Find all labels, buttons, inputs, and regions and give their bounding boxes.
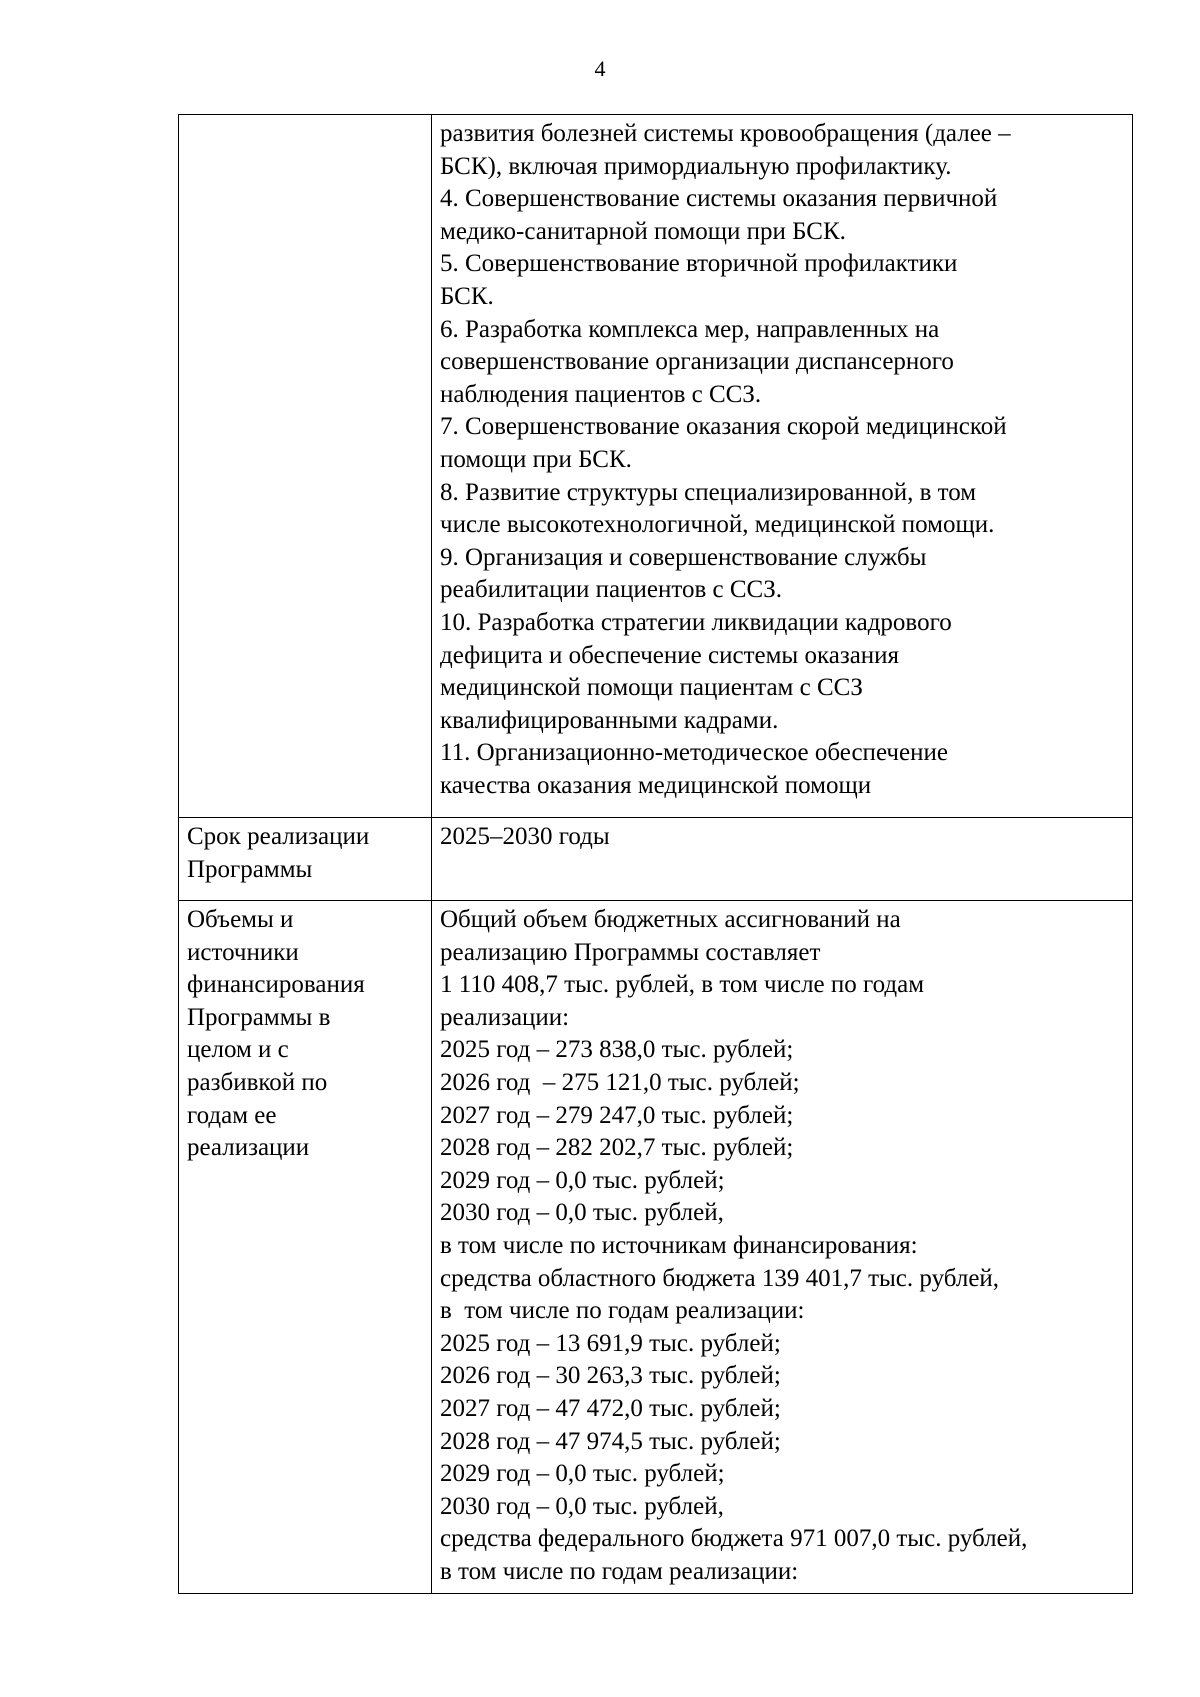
text-line: разбивкой по bbox=[187, 1068, 328, 1096]
text-line: 2026 год – 30 263,3 тыс. рублей; bbox=[440, 1362, 781, 1390]
text-line: дефицита и обеспечение системы оказания bbox=[440, 641, 900, 669]
text-line: наблюдения пациентов с ССЗ. bbox=[440, 380, 762, 408]
text-line: Объемы и bbox=[187, 906, 294, 933]
text-line: 2026 год – 275 121,0 тыс. рублей; bbox=[440, 1068, 800, 1096]
text-line: Срок реализации bbox=[187, 823, 370, 850]
text-line: Общий объем бюджетных ассигнований на bbox=[440, 906, 901, 933]
text-line: в том числе по годам реализации: bbox=[440, 1557, 799, 1585]
text-line: реабилитации пациентов с ССЗ. bbox=[440, 576, 782, 604]
text-line: 2029 год – 0,0 тыс. рублей; bbox=[440, 1166, 725, 1194]
text-line: БСК. bbox=[440, 282, 494, 310]
text-line: 2028 год – 282 202,7 тыс. рублей; bbox=[440, 1134, 794, 1162]
text-line: 2025 год – 273 838,0 тыс. рублей; bbox=[440, 1036, 794, 1064]
text-line: совершенствование организации диспансерного bbox=[440, 348, 954, 376]
tasks-value-cell bbox=[432, 115, 1133, 818]
tasks-label-cell bbox=[179, 115, 432, 818]
text-line: финансирования bbox=[187, 971, 365, 999]
text-line: средства областного бюджета 139 401,7 тыс. рублей, bbox=[440, 1264, 1000, 1292]
text-line: 11. Организационно-методическое обеспечение bbox=[440, 739, 948, 767]
text-line: Программы bbox=[187, 855, 313, 883]
text-line: годам ее bbox=[187, 1101, 277, 1129]
text-line: средства федерального бюджета 971 007,0 тыс. рублей, bbox=[440, 1525, 1028, 1553]
table-row-funding bbox=[179, 901, 1133, 1594]
text-line: 6. Разработка комплекса мер, направленных на bbox=[440, 315, 940, 343]
text-line: 5. Совершенствование вторичной профилактики bbox=[440, 250, 958, 278]
funding-label-cell bbox=[179, 901, 432, 1594]
text-line: в том числе по источникам финансирования: bbox=[440, 1231, 918, 1259]
text-line: 2028 год – 47 974,5 тыс. рублей; bbox=[440, 1427, 781, 1455]
page-number: 4 bbox=[594, 56, 606, 81]
text-line: целом и с bbox=[187, 1036, 289, 1064]
text-line: реализации bbox=[187, 1134, 310, 1162]
text-line: источники bbox=[187, 938, 299, 966]
text-line: 1 110 408,7 тыс. рублей, в том числе по годам bbox=[440, 971, 925, 999]
text-line: реализации: bbox=[440, 1003, 570, 1031]
funding-value-cell bbox=[432, 901, 1133, 1594]
text-line: квалифицированными кадрами. bbox=[440, 706, 779, 734]
text-line: 2025–2030 годы bbox=[440, 823, 610, 850]
text-line: 2027 год – 47 472,0 тыс. рублей; bbox=[440, 1394, 781, 1422]
text-line: 2029 год – 0,0 тыс. рублей; bbox=[440, 1460, 725, 1488]
text-line: 2027 год – 279 247,0 тыс. рублей; bbox=[440, 1101, 794, 1129]
text-line: 4. Совершенствование системы оказания первичной bbox=[440, 185, 998, 213]
text-line: медико-санитарной помощи при БСК. bbox=[440, 217, 846, 245]
table-row-tasks bbox=[179, 115, 1133, 818]
text-line: в том числе по годам реализации: bbox=[440, 1297, 805, 1325]
text-line: развития болезней системы кровообращения (далее – bbox=[440, 120, 1011, 147]
text-line: БСК), включая примордиальную профилактику. bbox=[440, 152, 952, 180]
text-line: 9. Организация и совершенствование службы bbox=[440, 543, 927, 571]
term-value-cell bbox=[432, 818, 1133, 901]
text-line: 2030 год – 0,0 тыс. рублей, bbox=[440, 1492, 724, 1520]
text-line: реализацию Программы составляет bbox=[440, 938, 821, 966]
text-line: медицинской помощи пациентам с ССЗ bbox=[440, 674, 863, 702]
text-line: 2025 год – 13 691,9 тыс. рублей; bbox=[440, 1329, 781, 1357]
text-line: числе высокотехнологичной, медицинской помощи. bbox=[440, 511, 995, 539]
text-line: качества оказания медицинской помощи bbox=[440, 771, 872, 799]
table-row-term bbox=[179, 818, 1133, 901]
text-line: 10. Разработка стратегии ликвидации кадрового bbox=[440, 608, 952, 636]
text-line: 2030 год – 0,0 тыс. рублей, bbox=[440, 1199, 724, 1227]
text-line: помощи при БСК. bbox=[440, 445, 632, 473]
term-label-cell bbox=[179, 818, 432, 901]
text-line: 7. Совершенствование оказания скорой медицинской bbox=[440, 413, 1007, 441]
text-line: 8. Развитие структуры специализированной, в том bbox=[440, 478, 977, 506]
program-passport-table bbox=[178, 114, 1133, 1594]
text-line: Программы в bbox=[187, 1003, 331, 1031]
